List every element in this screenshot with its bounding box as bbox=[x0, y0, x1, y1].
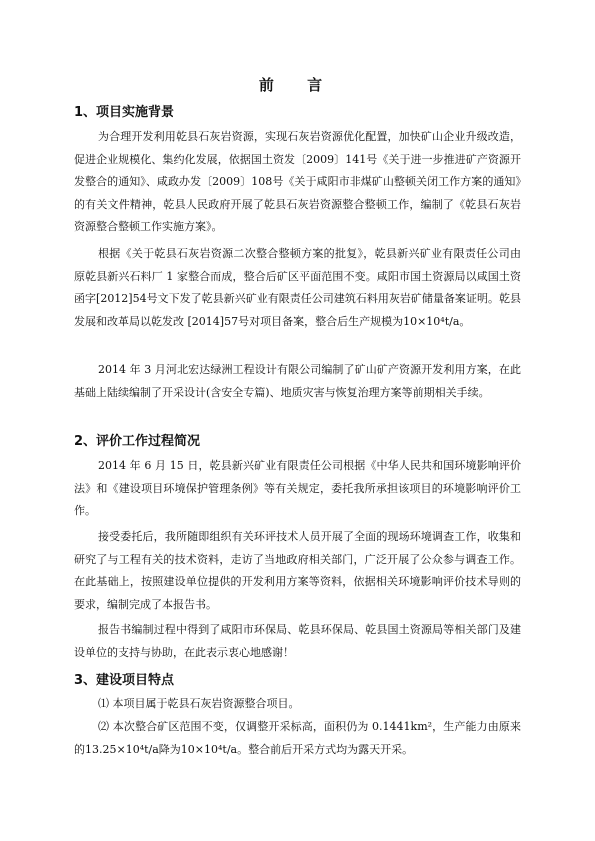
page-title: 前 言 bbox=[258, 76, 337, 94]
section-heading-background: 1、项目实施背景 bbox=[74, 105, 175, 120]
paragraph: 为合理开发利用乾县石灰岩资源，实现石灰岩资源优化配置，加快矿山企业升级改造，促进企业规模化、集约化发展，依据国土资发〔2009〕141号《关于进一步推进矿产资源开发整合的通知》、咸政办发〔2009〕108号《关于咸阳市非煤矿山整顿关闭工作方案的通知》的有关文件精神，乾县人民政府开展了乾县石灰岩资源整合整顿工作，编制了《乾县石灰岩资源整合整顿工作实施方案》。 bbox=[74, 130, 521, 234]
paragraph bbox=[74, 693, 521, 716]
paragraph: 根据《关于乾县石灰岩资源二次整合整顿方案的批复》，乾县新兴矿业有限责任公司由原乾县新兴石料厂 1 家整合而成，整合后矿区平面范围不变。咸阳市国土资源局以咸国土资函字[2012]54号文下发了乾县新兴矿业有限责任公司建筑石料用灰岩矿储量备案证明。乾县发展和改革局以乾发改 [2014]57号对项目备案，整合后生产规模为10×10⁴t/a。 bbox=[74, 247, 521, 328]
paragraph-text: ⑴ 本项目属于乾县石灰岩资源整合项目。 bbox=[98, 697, 300, 710]
section-heading-process: 2、评价工作过程简况 bbox=[74, 434, 201, 449]
paragraph: 报告书编制过程中得到了咸阳市环保局、乾县环保局、乾县国土资源局等相关部门及建设单位的支持与协助，在此表示衷心地感谢！ bbox=[74, 623, 521, 659]
paragraph: 接受委托后，我所随即组织有关环评技术人员开展了全面的现场环境调查工作，收集和研究了与工程有关的技术资料，走访了当地政府相关部门，广泛开展了公众参与调查工作。在此基础上，按照建设单位提供的开发利用方案等资料，依据相关环境影响评价技术导则的要求，编制完成了本报告书。 bbox=[74, 530, 521, 611]
paragraph: ⑵ 本次整合矿区范围不变，仅调整开采标高，面积仍为 0.1441km²，生产能力由原来的13.25×10⁴t/a降为10×10⁴t/a。整合前后开采方式均为露天开采。 bbox=[74, 720, 521, 756]
paragraph: 2014 年 6 月 15 日，乾县新兴矿业有限责任公司根据《中华人民共和国环境影响评价法》和《建设项目环境保护管理条例》等有关规定，委托我所承担该项目的环境影响评价工作。 bbox=[74, 459, 521, 518]
section-heading-features: 3、建设项目特点 bbox=[74, 673, 175, 688]
paragraph: 2014 年 3 月河北宏达绿洲工程设计有限公司编制了矿山矿产资源开发利用方案，在此基础上陆续编制了开采设计(含安全专篇)、地质灾害与恢复治理方案等前期相关手续。 bbox=[74, 363, 521, 399]
